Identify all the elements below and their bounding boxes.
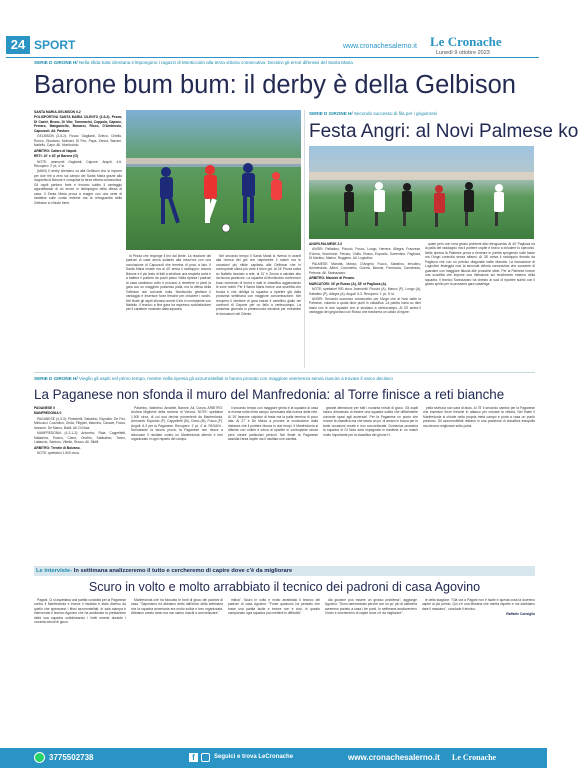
footer-social[interactable]: Seguici e trova LeCronache bbox=[214, 754, 294, 760]
header-brand: Le Cronache bbox=[430, 34, 502, 49]
story2-kicker bbox=[309, 111, 539, 117]
story3-col3: il secondo tempo con maggiore grinta e la squadra di casa si riversa nella metà campo avversaria alla ricerca della rete. Al 15' Iannone colpisce di testa ma la palla termina di poco alta. Al 27' è De Marco a provare la conclusione dalla distanza che il portiere blocca in due tempi. Il Manfredonia si difende con ordine e cerca di ripartire in contropiede senza però creare particolari pericoli. Nel finale la Paganese assedia l'area ospite ma il risultato non cambia. bbox=[228, 406, 318, 442]
header-rule bbox=[6, 57, 539, 58]
interview-col2: Manfredonia che ha bloccato le fonti di gioco dei padroni di casa. "Sapevamo ed abbiamo detto dall'inizio della settimana che la squadra avversaria era molto solida e ben organizzata. Abbiamo creato tanto ma non siamo riusciti a concretizzare". bbox=[131, 598, 223, 616]
story1-headline: Barone bum bum: il derby è della Gelbison bbox=[34, 71, 516, 99]
header-website[interactable]: www.cronachesalerno.it bbox=[343, 43, 417, 50]
interview-col3: mitica". Scuro in volto e molto arrabbiato il tecnico dei padroni di casa Agovino: "Forse qualcuno ha pensato che fosse una partita facile e invece non è così, in questo campionato ogni squadra può metterti in difficoltà". bbox=[228, 598, 320, 616]
interview-tag: Le interviste- bbox=[36, 568, 73, 574]
team-celebration-photo bbox=[309, 146, 534, 239]
story2-kicker-text: Secondo successo di fila per i grigiorossi bbox=[353, 111, 437, 116]
story3-col2: Palumbo, Valentino, Amabile, Barone, Ali, Conza. ARBITRO: Andrea Migliorini della sezione di Verona. NOTE: spettatori 1.500 circa, di cui una decina provenienti da Manfredonia. Ammoniti: Esposito (P), Cappelletti (M), Ciano (M), Fusco (P). Angoli: 6-3 per la Paganese. Recupero: 1' pt, 4' st. PAGANI - Nonostante la buona prova, la Paganese non riesce a sbloccare il risultato contro un Manfredonia attento e ben organizzato in ogni reparto del campo. bbox=[131, 406, 223, 442]
instagram-icon[interactable] bbox=[201, 753, 210, 762]
page-number: 24 bbox=[10, 37, 26, 52]
story3-headline: La Paganese non sfonda il muro del Manfredonia: al Torre finisce a reti bianche bbox=[34, 387, 505, 402]
footer-bar bbox=[0, 748, 547, 768]
story1-kicker-tag: SERIE D GIRONE H/ bbox=[34, 60, 78, 65]
footer-brand: Le Cronache bbox=[452, 753, 497, 762]
story1-col1: SANTA MARIA-GELBISON 0-2 POLISPORTIVA SANTA MARIA CILENTO (3-5-2): Pezza; Di Castri, Bruno, Di Vito; Tommasini, Coppola, Capone, Ferraro, Manganiello, Bonacci, Ricco, D'Ambrosio, Capozzoli. All. Pastore. GELBISON (3-5-2): Fusco; Gagliardi, Grieco, Ciriello, Ronzo, Giordano, Molinari, Di Feo, Papa, Zenna, Barone, Natiello, Capo. All. Monticciolo. ARBITRO: Cafaro di Napoli. RETI: 10' e 40' pt Barone (G) NOTE: ammoniti Gagliardi, Capone. Angoli: 4-6. Recupero: 2' pt, 4' st. (MAVI) Il derby cilentano va alla Gelbison che si impone per due reti a zero sul campo del Santa Maria grazie alla doppietta di Barone e conquista la terza vittoria consecutiva. Gli ospiti partono forte e trovano subito il vantaggio approfittando di un errore in disimpegno della difesa di casa. Il Santa Maria prova a reagire con una serie di iniziative sulle corsie esterne ma la retroguardia della Gelbison si chiude bene. bbox=[34, 110, 122, 205]
interview-col4: dia giovane può essere un grosso problema", aggiunge Agovino. "Sono rammaricato perché con un po' più di cattiveria avremmo portato a casa i tre punti. In settimana analizzeremo il tutto e cercheremo di capire dove c'è da migliorare". bbox=[325, 598, 417, 616]
interview-col1: Pagani. Ci si aspettava una partita condotta per la Paganese contro il Manfredonia e invece il risultato è stato diverso da quello che speravano i tifosi azzurrostellati. In sala stampa è intervenuto il tecnico Agovino che ha analizzato la prestazione della sua squadra sottolineando i limiti emersi durante i novanta minuti di gioco. bbox=[34, 598, 126, 625]
story3-col4: grande attenzione per tutti i novanta minuti di gioco. Gli ospiti hanno dimostrato di essere una squadra solida che difficilmente concede spazi agli avversari. Per la Paganese un punto che muove la classifica ma che lascia un po' di amaro in bocca per le tante occasioni create e non concretizzate. Domenica prossima la squadra di Di Nola sarà impegnata in trasferta in un match molto importante per la classifica del girone H. bbox=[323, 406, 418, 437]
story2-col1: ANGRI-PALMESE 2-0 ANGRI: Palladino, Piccolo, Fusco, Longo, Herrera, Allegra, Franzese, D'Anna, Vecchione, Ferraro, Cirillo, Russo, Esposito, Sorrentino, Pagliuca, Di Martino, Marino, Ruggiero. All. Logiudice. PALMESE: Marotta, Manzo, D'Angelo, Fuoco, Sabatino, Iervolino, Ammendola, Alfieri, Cucciniello, Guerra, Barone, Formicola, Carotenuto, Petrone. All. Sannazzaro. ARBITRO: Mancini di Pesaro. MARCATORI: 33' pt Russo (A), 38' st Pagliuca (A). NOTE: spettatori 900 circa. Ammoniti: Piccolo (A), Manzo (P), Longo (A), Sabatino (P), Allegra (A). Angoli: 5-3. Recupero: 1' pt, 5' st. ANGRI. Secondo successo consecutivo per l'Angri che al Novi batte la Palmese, volando a quota dieci punti in classifica. La partita inizia su ritmi bassi con le due squadre che si studiano a centrocampo. Al 33' arriva il vantaggio dei grigiorossi con Russo che trasforma un calcio di rigore. bbox=[309, 242, 421, 315]
story2-col2: quale però non crea grossi problemi alla retroguardia. Al 40' Pagliuca ha la palla del raddoppio ma il portiere ospite è bravo a chiudere lo specchio. Nella ripresa la Palmese prova a rientrare in partita spingendo sulle fasce ma l'Angri controlla senza affanni. Al 38' arriva il raddoppio firmato da Pagliuca che con un preciso diagonale batte Marotta. La formazione di Logiudice festeggia così la seconda vittoria consecutiva che consente di guardare con maggiore fiducia alle prossime sfide. Per la Palmese invece una sconfitta che impone una riflessione sul rendimento esterno della squadra. Il tecnico Sannazzaro ha chiesto ai suoi di ripartire subito con il giusto spirito per la prossima gara casalinga. bbox=[425, 242, 535, 287]
story1-col3: Nel secondo tempo il Santa Maria si riversa in avanti alla ricerca del gol che riaprirebbe il match ma le occasioni più nitide capitano alla Gelbison che in contropiede sfiora più volte il terzo gol. Al 24' Pezza salva su Natiello lanciato a rete, al 31' è Zenna a calciare alto da buona posizione. La squadra di Monticciolo conferma il buon momento di forma e sale in classifica agganciando le zone nobili. Per il Santa Maria invece una sconfitta che brucia e che obbliga la squadra a ripartire già dalla prossima settimana con maggiore concentrazione. Nel recupero il direttore di gara estrae il cartellino giallo nei confronti di Capone per un fallo a centrocampo. La prossima giornata si preannuncia decisiva per entrambe le formazioni del Cilento. bbox=[216, 254, 301, 316]
section-label: SPORT bbox=[34, 38, 76, 52]
story1-photo bbox=[126, 110, 301, 250]
page-number-box bbox=[6, 36, 30, 54]
interview-headline: Scuro in volto e molto arrabbiato il tecnico dei padroni di casa Agovino bbox=[88, 580, 481, 594]
interview-quote: In settimana analizzeremo il tutto e cercheremo di capire dove c'è da migliorare bbox=[73, 568, 293, 574]
whatsapp-icon bbox=[34, 752, 45, 763]
story3-col5: pella sfortuna non sarà di aiuto. Al 75' il secondo cambio per la Paganese che inserisce forze fresche in attacco per cercare la vittoria. Nel finale il Manfredonia si chiude nella propria metà campo e porta a casa un punto prezioso. Gli azzurrostellati restano in una posizione di classifica tranquilla ma devono migliorare sotto porta. bbox=[423, 406, 535, 428]
story2-photo bbox=[309, 146, 534, 239]
story1-col2: di Pezza che respinge il tiro dal limite. La reazione dei padroni di casa arriva soltanto alla mezz'ora con una conclusione di Capozzoli che termina di poco a lato. Il Santa Maria insiste ma al 40' arriva il raddoppio: ancora Barone è il più lesto di tutti a sfruttare una respinta corta e a battere il portiere da pochi passi. Nella ripresa i padroni di casa cambiano volto e provano a rimettere in piedi la gara con un maggiore possesso palla, ma la difesa della Gelbison non concede nulla. Monticciolo gestisce il vantaggio e inserisce forze fresche per chiudere i varchi. Nel finale gli ospiti sfiorano anche il tris in contropiede con Natiello. Il tecnico a fine gara ha espresso soddisfazione per il carattere mostrato dalla squadra. bbox=[126, 254, 211, 312]
story3-kicker-text: Vieglio gli ospiti nel primo tempo, mentre nella ripresa gli azzurrostellati si hanno provato con maggiore veemenza senza riuscire a trovare il varco decisivo bbox=[78, 376, 393, 381]
footer-website[interactable]: www.cronachesalerno.it bbox=[348, 753, 440, 762]
story3-kicker bbox=[34, 376, 535, 382]
story1-kicker bbox=[34, 60, 534, 66]
story2-headline: Festa Angri: al Novi Palmese ko bbox=[309, 121, 578, 142]
facebook-icon[interactable]: f bbox=[189, 753, 198, 762]
story-divider bbox=[304, 110, 305, 368]
header-date: Lunedì 9 ottobre 2023 bbox=[436, 50, 490, 56]
interview-byline: Raffaele Consiglio bbox=[506, 612, 535, 617]
section-rule-1 bbox=[34, 372, 535, 373]
interview-bar bbox=[34, 566, 535, 576]
interview-col5: le della stagione. "Già ora a Pagani non è facile e questa cosa la dovremo capire al più presto. Qui c'è una tifoseria che merita rispetto e noi dobbiamo dare il massimo", conclude il tecnico. Raffaele Consiglio bbox=[422, 598, 535, 617]
story3-col1: PAGANESE 0 MANFREDONIA 0 PAGANESE (4-3-3): Pinestrelli, Sabatino, Esposito, De Feo, Minicucci, Cozzolino, Onda, Filippini, Mancino, Cacace, Fusco, Iannone, De Marco, Baldi. All. Di Nola. MANFREDONIA (4-3-1-2): Antonino, Raia, Cappelletti, Malaterra, Pucino, Ciano, Onofrio, Sabbatino, Torino, Lattanzio, Santoro, Vitiello, Russo. All. Sibilli. ARBITRO: Trentin di Bolzano. NOTE: spettatori 1.500 circa. bbox=[34, 406, 126, 456]
story1-kicker-text: Nella sfida tutta cilentana s'impongono i ragazzi di Monticciolo alla terza vittoria consecutiva. Decisivi gli errori difensivi del Santa Maria bbox=[78, 60, 353, 65]
footer-phone[interactable]: 3775502738 bbox=[49, 753, 94, 762]
story2-kicker-tag: SERIE D GIRONE H/ bbox=[309, 111, 353, 116]
story3-kicker-tag: SERIE D GIRONE H/ bbox=[34, 376, 78, 381]
football-action-photo bbox=[126, 110, 301, 250]
